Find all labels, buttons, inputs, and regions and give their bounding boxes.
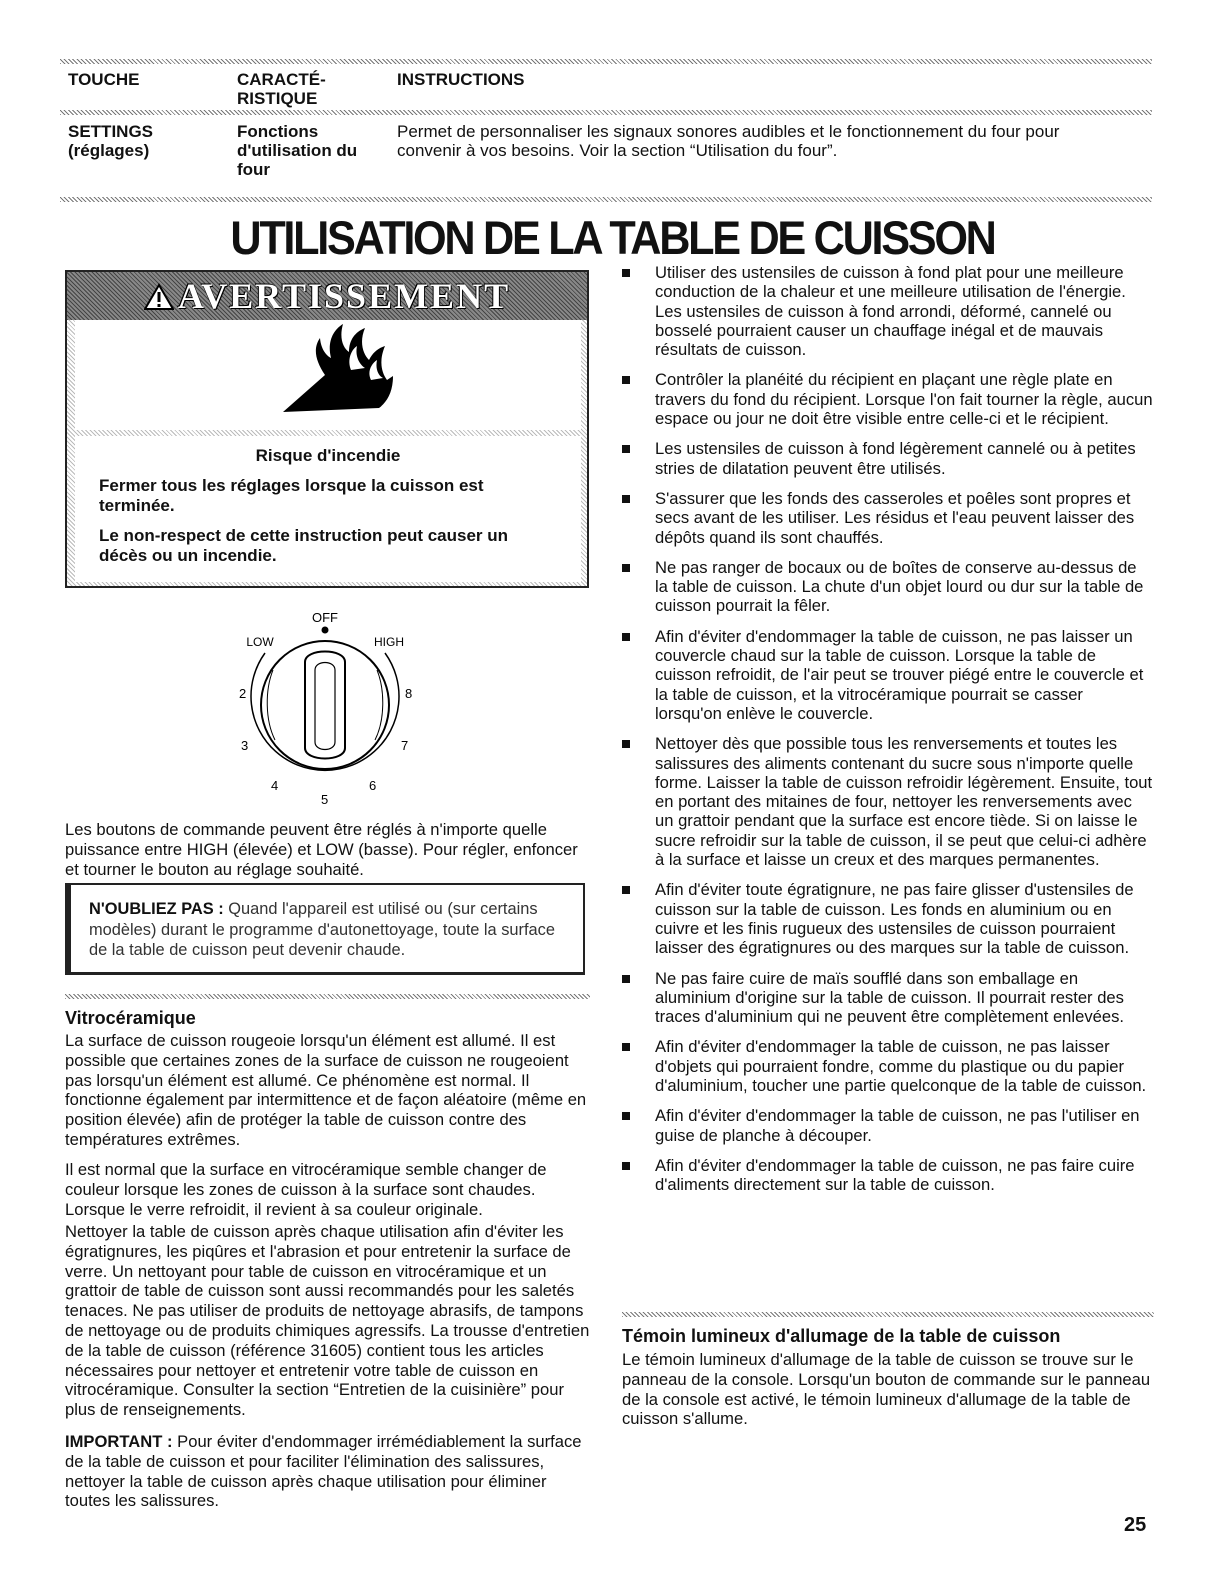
cell-instructions: Permet de personnaliser les signaux sonores audibles et le fonctionnement du four pour convenir à vos besoins. Voir la section “Utilisation du four”. bbox=[397, 122, 1060, 160]
warning-caption: Risque d'incendie bbox=[255, 446, 401, 465]
knob-label-7: 7 bbox=[401, 738, 409, 753]
bullet-square-icon bbox=[622, 495, 630, 503]
page-title: UTILISATION DE LA TABLE DE CUISSON bbox=[230, 211, 995, 264]
table-top-rule bbox=[60, 59, 1152, 64]
warning-header bbox=[67, 272, 587, 320]
reminder-text bbox=[89, 899, 565, 961]
bullet-square-icon bbox=[622, 564, 630, 572]
list-item: S'assurer que les fonds des casseroles et poêles sont propres et secs avant de les utiliser. Les résidus et l'eau peuvent laisser des dépôts quand ils sont chauffés. bbox=[622, 489, 1154, 547]
warning-box bbox=[65, 270, 589, 588]
knob-label-5: 5 bbox=[321, 792, 329, 807]
list-item: Ne pas ranger de bocaux ou de boîtes de conserve au-dessus de la table de cuisson. La chute d'un objet lourd ou dur sur la table de cuisson pourrait la fêler. bbox=[622, 558, 1154, 616]
bullet-square-icon bbox=[622, 1043, 630, 1051]
warning-triangle-icon bbox=[144, 283, 174, 311]
col-header-caracteristique: CARACTÉ- RISTIQUE bbox=[237, 70, 326, 108]
list-item: Afin d'éviter d'endommager la table de cuisson, ne pas faire cuire d'aliments directement sur la table de cuisson. bbox=[622, 1156, 1154, 1195]
knob-off-dot bbox=[322, 627, 329, 634]
col-header-instructions: INSTRUCTIONS bbox=[397, 70, 525, 89]
bullet-square-icon bbox=[622, 445, 630, 453]
col-header-touche: TOUCHE bbox=[68, 70, 140, 89]
list-item: Nettoyer dès que possible tous les renversements et toutes les salissures des aliments contenant du sucre sous n'importe quelle forme. Laisser la table de cuisson refroidir légèrement. Ensuite, tout en portant des mitaines de four, nettoyer les renversements avec un grattoir pendant que la surface est encore tiède. Si on laisse le sucre refroidir sur la table de cuisson, il se peut que celui-ci adhère à la surface et laisse un creux et des marques permanentes. bbox=[622, 734, 1154, 869]
knob-description: Les boutons de commande peuvent être réglés à n'importe quelle puissance entre HIGH (élevée) et LOW (basse). Pour régler, enfoncer et tourner le bouton au réglage souhaité. bbox=[65, 820, 578, 879]
warning-line-2: Le non-respect de cette instruction peut causer un décès ou un incendie. bbox=[99, 526, 509, 565]
knob-label-4: 4 bbox=[271, 778, 279, 793]
reminder-box bbox=[65, 883, 585, 975]
warning-image-area bbox=[75, 320, 581, 430]
list-item: Ne pas faire cuire de maïs soufflé dans son emballage en aluminium d'origine sur la table de cuisson. Il pourrait rester des traces d'aluminium qui ne peuvent être complètement enlevées. bbox=[622, 969, 1154, 1027]
table-header-rule bbox=[60, 110, 1152, 115]
knob-label-3: 3 bbox=[241, 738, 249, 753]
list-item: Contrôler la planéité du récipient en plaçant une règle plate en travers du fond du récipient. Lorsque l'on fait tourner la règle, aucun espace ou jour ne doit être visible entre celle-ci et le récipient. bbox=[622, 370, 1154, 428]
knob-label-8: 8 bbox=[405, 686, 413, 701]
fire-icon bbox=[75, 320, 581, 430]
bullet-square-icon bbox=[622, 740, 630, 748]
temoin-heading: Témoin lumineux d'allumage de la table de cuisson bbox=[622, 1326, 1061, 1346]
knob-label-off: OFF bbox=[312, 610, 338, 625]
bullet-square-icon bbox=[622, 1162, 630, 1170]
temoin-text: Le témoin lumineux d'allumage de la table de cuisson se trouve sur le panneau de la console. Lorsqu'un bouton de commande sur le panneau de la console est activé, le témoin lumineux d'allumage de la table de cuisson s'allume. bbox=[622, 1350, 1151, 1429]
bullet-square-icon bbox=[622, 269, 630, 277]
vitro-heading: Vitrocéramique bbox=[65, 1008, 196, 1028]
cell-caracteristique: Fonctions d'utilisation du four bbox=[237, 122, 358, 179]
warning-header-label: AVERTISSEMENT bbox=[177, 276, 511, 316]
list-item: Afin d'éviter d'endommager la table de cuisson, ne pas l'utiliser en guise de planche à découper. bbox=[622, 1106, 1154, 1145]
list-item: Afin d'éviter d'endommager la table de cuisson, ne pas laisser un couvercle chaud sur la table de cuisson. Lorsque la table de cuisson refroidit, de l'air peut se trouver piégé entre le couvercle et la table de cuisson, et la vitrocéramique pourrait se casser lorsqu'on enlève le couvercle. bbox=[622, 627, 1154, 723]
control-knob-diagram bbox=[225, 600, 425, 820]
important-text: Pour éviter d'endommager irrémédiablement la surface de la table de cuisson et pour faciliter l'élimination des salissures, nettoyer la table de cuisson après chaque utilisation pour éliminer toutes les salissures. bbox=[65, 1432, 582, 1511]
cell-touche: SETTINGS (réglages) bbox=[68, 122, 154, 160]
bullet-square-icon bbox=[622, 975, 630, 983]
vitro-paragraph-4 bbox=[65, 1432, 590, 1511]
vitro-paragraph-3: Nettoyer la table de cuisson après chaque utilisation afin d'éviter les égratignures, les piqûres et l'abrasion et pour entretenir la surface de verre. Un nettoyant pour table de cuisson en vitrocéramique et un grattoir de table de cuisson sont aussi recommandés pour les saletés tenaces. Ne pas utiliser de produits de nettoyage abrasifs, de tampons de nettoyage ou de produits chimiques agressifs. La trousse d'entretien de la table de cuisson (référence 31605) contient tous les articles nécessaires pour nettoyer et entretenir votre table de cuisson en vitrocéramique. Consulter la section “Entretien de la cuisinière” pour plus de renseignements. bbox=[65, 1222, 590, 1420]
temoin-rule bbox=[622, 1312, 1154, 1317]
vitro-paragraph-2: Il est normal que la surface en vitrocéramique semble changer de couleur lorsque les zones de cuisson à la surface sont chaudes. Lorsque le verre refroidit, il revient à sa couleur originale. bbox=[65, 1160, 547, 1219]
page-number: 25 bbox=[1124, 1514, 1147, 1536]
list-item: Utiliser des ustensiles de cuisson à fond plat pour une meilleure conduction de la chaleur et une meilleure utilisation de l'énergie. Les ustensiles de cuisson à fond arrondi, déformé, cannelé ou bosselé pourraient causer un chauffage inégal et de mauvais résultats de cuisson. bbox=[622, 263, 1154, 359]
vitro-rule bbox=[65, 994, 590, 999]
list-item: Afin d'éviter toute égratignure, ne pas faire glisser d'ustensiles de cuisson sur la table de cuisson. Les fonds en aluminium ou en cuivre et les finis rugueux des ustensiles de cuisson pourraient laisser des égratignures ou des marques sur la table de cuisson. bbox=[622, 880, 1154, 957]
knob-label-2: 2 bbox=[239, 686, 247, 701]
bullet-square-icon bbox=[622, 633, 630, 641]
knob-label-low: LOW bbox=[246, 635, 274, 649]
list-item: Les ustensiles de cuisson à fond légèrement cannelé ou à petites stries de dilatation peuvent être utilisés. bbox=[622, 439, 1154, 478]
bullet-square-icon bbox=[622, 886, 630, 894]
warning-line-1: Fermer tous les réglages lorsque la cuisson est terminée. bbox=[99, 476, 484, 515]
cooktop-tips-list bbox=[622, 263, 1154, 1205]
important-label: IMPORTANT : bbox=[65, 1432, 173, 1451]
list-item: Afin d'éviter d'endommager la table de cuisson, ne pas laisser d'objets qui pourraient fondre, comme du plastique ou du papier d'aluminium, toucher une partie quelconque de la table de cuisson. bbox=[622, 1037, 1154, 1095]
table-bottom-rule bbox=[60, 197, 1152, 202]
vitro-paragraph-1: La surface de cuisson rougeoie lorsqu'un élément est allumé. Il est possible que certaines zones de la surface de cuisson ne rougeoient pas lorsqu'un élément est allumé. Ce phénomène est normal. Il fonctionne également par intermittence et de façon aléatoire (même en position élevée) afin de protéger la table de cuisson contre des températures extrêmes. bbox=[65, 1031, 587, 1149]
reminder-body: Quand l'appareil est utilisé ou (sur certains modèles) durant le programme d'autonettoyage, toute la surface de la table de cuisson peut devenir chaude. bbox=[89, 900, 555, 959]
reminder-label: N'OUBLIEZ PAS : bbox=[89, 900, 224, 918]
warning-text-area bbox=[75, 436, 581, 582]
bullet-square-icon bbox=[622, 1112, 630, 1120]
knob-grip-inner bbox=[315, 663, 335, 750]
knob-label-high: HIGH bbox=[374, 635, 404, 649]
bullet-square-icon bbox=[622, 376, 630, 384]
knob-label-6: 6 bbox=[369, 778, 377, 793]
